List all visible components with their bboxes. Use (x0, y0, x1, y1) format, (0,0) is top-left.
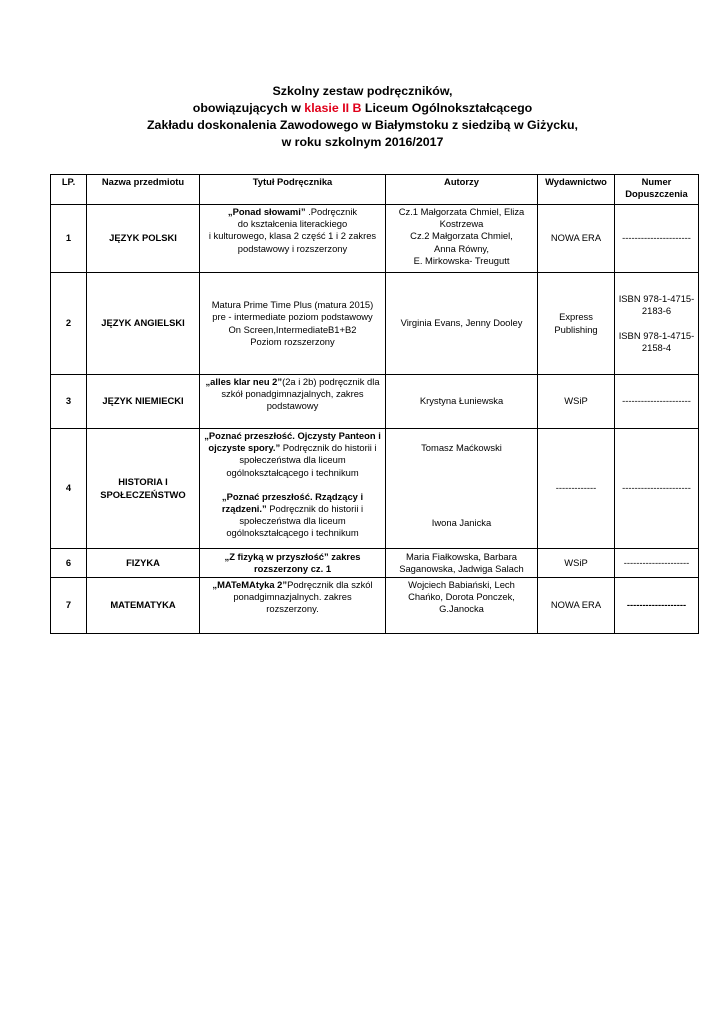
table-row (51, 273, 699, 375)
title-line-3: Zakładu doskonalenia Zawodowego w Białymstoku z siedzibą w Giżycku, (146, 118, 579, 132)
row-title (200, 205, 386, 273)
row-title (200, 429, 386, 549)
row-lp: 1 (51, 205, 87, 273)
title-line-2-start: obowiązujących w (192, 101, 305, 115)
row-publisher: WSiP (538, 375, 615, 429)
row-subject: JĘZYK POLSKI (87, 205, 200, 273)
table-row (51, 429, 699, 549)
row-authors: Cz.1 Małgorzata Chmiel, Eliza Kostrzewa Cz.2 Małgorzata Chmiel, Anna Równy, E. Mirkowska- Treugutt (386, 205, 538, 273)
row-title: „Z fizyką w przyszłość” zakres rozszerzony cz. 1 (200, 549, 386, 578)
title-text: .Podręcznik do kształcenia literackiego i kulturowego, klasa 2 część 1 i 2 zakres podstawowy i rozszerzony (208, 206, 377, 254)
row-subject: JĘZYK ANGIELSKI (87, 273, 200, 375)
title-bold: „alles klar neu 2” (205, 376, 283, 387)
row-authors (386, 429, 538, 549)
row-authors: Virginia Evans, Jenny Dooley (386, 273, 538, 375)
row-lp: 7 (51, 578, 87, 634)
document-title (0, 83, 725, 151)
row-number: ---------------------- (615, 429, 699, 549)
table-row (51, 375, 699, 429)
row-subject: MATEMATYKA (87, 578, 200, 634)
row-authors: Krystyna Łuniewska (386, 375, 538, 429)
row-authors: Maria Fiałkowska, Barbara Saganowska, Jadwiga Salach (386, 549, 538, 578)
title-line-2-end: Liceum Ogólnokształcącego (361, 101, 533, 115)
title-line-4: w roku szkolnym 2016/2017 (281, 135, 444, 149)
row-number: ISBN 978-1-4715- 2183-6 ISBN 978-1-4715- 2158-4 (615, 273, 699, 375)
title-bold: „MATeMAtyka 2” (212, 579, 288, 590)
title-line-2 (0, 100, 725, 117)
row-lp: 3 (51, 375, 87, 429)
table-header-row (51, 175, 699, 205)
header-lp: LP. (51, 175, 87, 205)
row-publisher: Express Publishing (538, 273, 615, 375)
row-authors: Wojciech Babiański, Lech Chańko, Dorota Ponczek, G.Janocka (386, 578, 538, 634)
row-title (200, 578, 386, 634)
title-bold: „Ponad słowami” (227, 206, 306, 217)
title-text: Podręcznik dla szkól ponadgimnazjalnych. zakres rozszerzony. (233, 579, 373, 615)
row-publisher: WSiP (538, 549, 615, 578)
title-text: Podręcznik do historii i społeczeństwa dla liceum ogólnokształcącego i technikum (226, 442, 377, 478)
row-number: ---------------------- (615, 205, 699, 273)
row-subject: FIZYKA (87, 549, 200, 578)
title-2-text: Podręcznik do historii i społeczeństwa dla liceum ogólnokształcącego i technikum (226, 503, 364, 539)
title-text: (2a i 2b) podręcznik dla szkół ponadgimnazjalnych, zakres podstawowy (221, 376, 380, 412)
header-subject: Nazwa przedmiotu (87, 175, 200, 205)
row-lp: 4 (51, 429, 87, 549)
author-1: Tomasz Maćkowski (421, 442, 502, 453)
header-authors: Autorzy (386, 175, 538, 205)
row-title: Matura Prime Time Plus (matura 2015) pre - intermediate poziom podstawowy On Screen,IntermediateB1+B2 Poziom rozszerzony (200, 273, 386, 375)
row-number: ------------------- (615, 578, 699, 634)
header-title: Tytuł Podręcznika (200, 175, 386, 205)
title-line-1: Szkolny zestaw podręczników, (272, 84, 453, 98)
row-number: ---------------------- (615, 375, 699, 429)
title-2-bold: „Poznać przeszłość. Rządzący i rządzeni.” (221, 490, 364, 515)
header-number: Numer Dopuszczenia (615, 175, 699, 205)
row-lp: 6 (51, 549, 87, 578)
header-publisher: Wydawnictwo (538, 175, 615, 205)
row-publisher: NOWA ERA (538, 205, 615, 273)
author-2: Iwona Janicka (431, 517, 492, 529)
row-subject: HISTORIA I SPOŁECZEŃSTWO (87, 429, 200, 549)
table-row (51, 205, 699, 273)
table-row (51, 549, 699, 578)
row-lp: 2 (51, 273, 87, 375)
row-number: --------------------- (615, 549, 699, 578)
title-bold: „Poznać przeszłość. Ojczysty Panteon i ojczyste spory.” (204, 430, 381, 454)
textbook-table (50, 174, 699, 634)
class-name: klasie II B (304, 101, 362, 115)
title-spacer (202, 479, 383, 491)
row-subject: JĘZYK NIEMIECKI (87, 375, 200, 429)
row-title (200, 375, 386, 429)
row-publisher: ------------- (538, 429, 615, 549)
row-publisher: NOWA ERA (538, 578, 615, 634)
table-row (51, 578, 699, 634)
